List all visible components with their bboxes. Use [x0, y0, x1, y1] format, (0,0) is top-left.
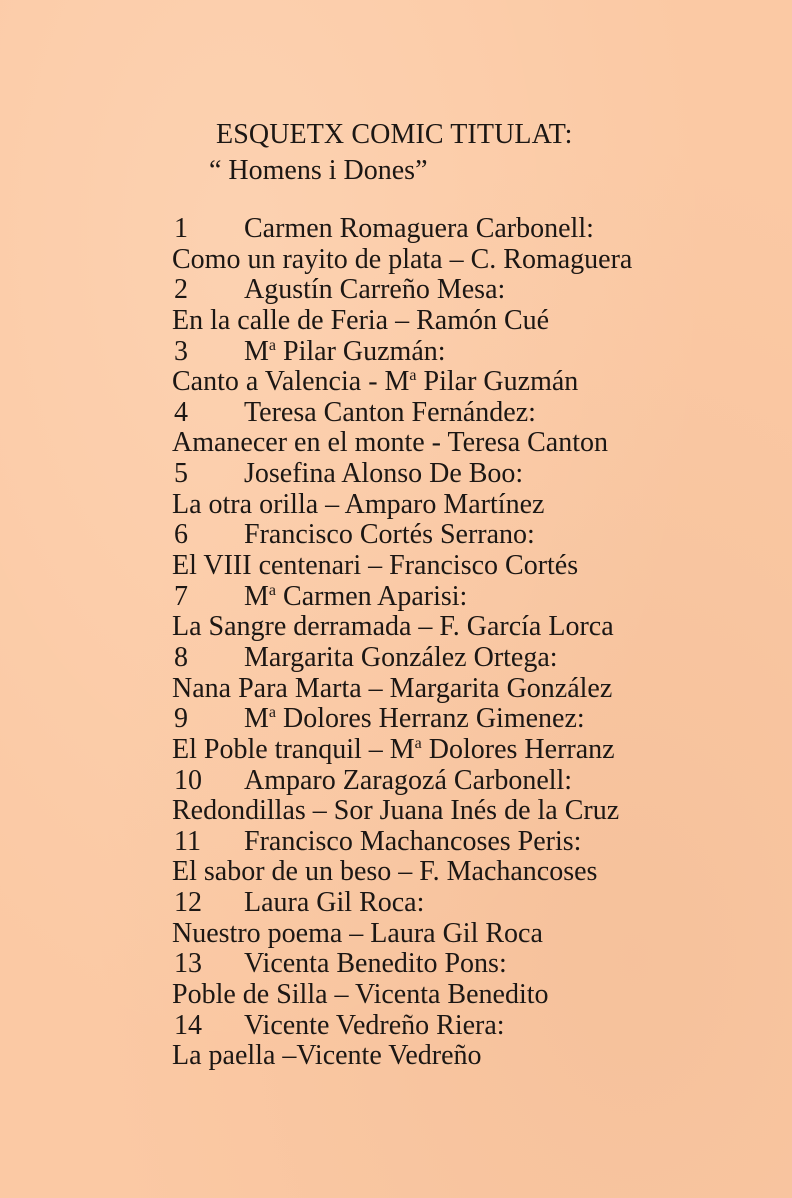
entry-reciter: $M^a$ Dolores Herranz Gimenez: [244, 703, 585, 735]
entry-work: Como un rayito de plata – C. Romaguera [172, 243, 633, 275]
entry-number: 1 [174, 213, 188, 244]
entry-number: 12 [174, 887, 202, 919]
entry-reciter-line [172, 275, 772, 306]
entry-work: Amanecer en el monte - Teresa Canton [172, 427, 609, 459]
entry-reciter-line [172, 1011, 772, 1042]
entry-reciter-line [172, 704, 772, 735]
entry-reciter-line [172, 643, 772, 674]
entry-number: 8 [174, 641, 188, 673]
entry-work: El Poble tranquil – $M^a$ Dolores Herranz [172, 733, 615, 765]
entry-work: En la calle de Feria – Ramón Cué [172, 304, 550, 336]
entry-work: Poble de Silla – Vicenta Benedito [172, 979, 549, 1011]
entry-reciter-line [172, 766, 772, 797]
entry-reciter: Josefina Alonso De Boo: [244, 458, 524, 490]
program-entry [172, 520, 772, 581]
entry-reciter-line [172, 520, 772, 551]
entry-number: 3 [174, 335, 188, 367]
entry-reciter: Teresa Canton Fernández: [244, 396, 536, 428]
entry-number: 14 [174, 1009, 202, 1041]
program-entry [172, 827, 772, 888]
entry-reciter: $M^a$ Carmen Aparisi: [244, 580, 468, 612]
entry-number: 7 [174, 580, 188, 612]
entry-work: Nana Para Marta – Margarita González [172, 672, 613, 704]
entry-reciter: Margarita González Ortega: [244, 641, 558, 673]
entry-work: Nuestro poema – Laura Gil Roca [172, 917, 543, 949]
program-entry [172, 582, 772, 643]
entry-reciter: Amparo Zaragozá Carbonell: [244, 764, 573, 796]
entry-number: 5 [174, 458, 188, 490]
program-list [172, 214, 772, 1072]
entry-reciter: Vicenta Benedito Pons: [244, 948, 507, 980]
entry-number: 4 [174, 396, 188, 428]
entry-reciter-line [172, 459, 772, 490]
entry-work: El VIII centenari – Francisco Cortés [172, 550, 579, 582]
entry-number: 13 [174, 948, 202, 980]
program-entry [172, 704, 772, 765]
page-subtitle: “ Homens i Dones” [209, 155, 428, 186]
entry-work: Canto a Valencia - $M^a$ Pilar Guzmán [172, 366, 579, 398]
entry-reciter-line [172, 337, 772, 368]
entry-work: La Sangre derramada – F. García Lorca [172, 611, 614, 643]
page-title: ESQUETX COMIC TITULAT: [216, 119, 573, 150]
entry-reciter: Laura Gil Roca: [244, 887, 425, 919]
entry-reciter: Agustín Carreño Mesa: [244, 274, 506, 306]
program-entry [172, 214, 772, 275]
entry-number: 10 [174, 764, 202, 796]
entry-reciter: Vicente Vedreño Riera: [244, 1009, 505, 1041]
program-entry [172, 398, 772, 459]
entry-reciter: $M^a$ Pilar Guzmán: [244, 335, 446, 367]
entry-reciter: Carmen Romaguera Carbonell: [244, 213, 594, 244]
entry-reciter-line [172, 398, 772, 429]
entry-number: 9 [174, 703, 188, 735]
program-entry [172, 888, 772, 949]
program-entry [172, 459, 772, 520]
entry-number: 11 [174, 825, 201, 857]
entry-number: 2 [174, 274, 188, 306]
program-entry [172, 766, 772, 827]
entry-reciter-line [172, 827, 772, 858]
entry-work: El sabor de un beso – F. Machancoses [172, 856, 598, 888]
program-entry [172, 643, 772, 704]
program-entry [172, 1011, 772, 1072]
entry-reciter: Francisco Cortés Serrano: [244, 519, 535, 551]
entry-reciter-line [172, 582, 772, 613]
program-entry [172, 949, 772, 1010]
entry-reciter: Francisco Machancoses Peris: [244, 825, 582, 857]
entry-reciter-line [172, 949, 772, 980]
entry-reciter-line [172, 888, 772, 919]
entry-work: La paella –Vicente Vedreño [172, 1040, 482, 1072]
program-entry [172, 337, 772, 398]
program-entry [172, 275, 772, 336]
entry-number: 6 [174, 519, 188, 551]
entry-reciter-line [172, 214, 772, 245]
entry-work: Redondillas – Sor Juana Inés de la Cruz [172, 795, 620, 827]
entry-work: La otra orilla – Amparo Martínez [172, 488, 545, 520]
